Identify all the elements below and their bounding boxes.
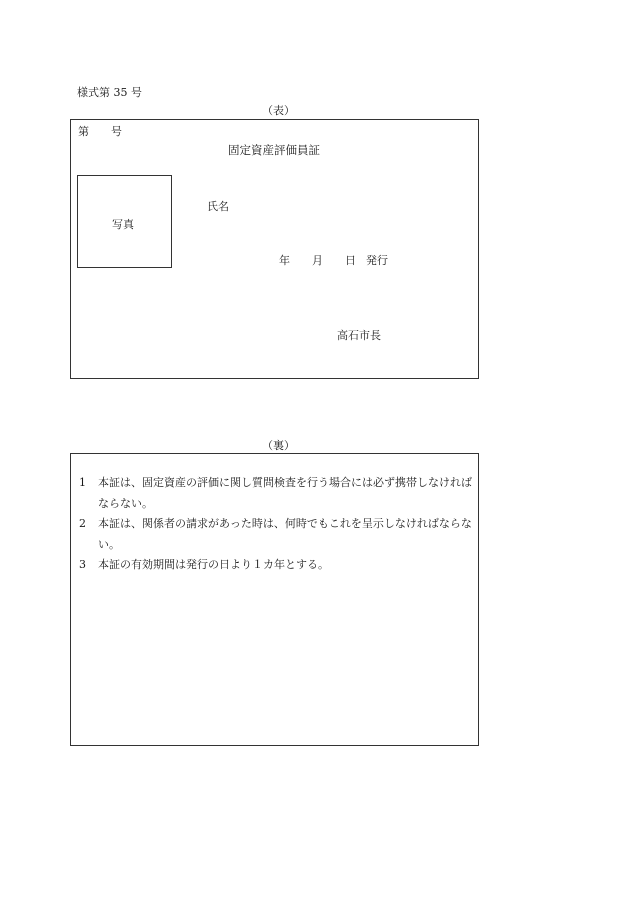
back-side-label: （裏） [262, 439, 295, 452]
notes-list [79, 473, 474, 576]
note-number: 2 [79, 517, 86, 530]
note-text: 本証は、関係者の請求があった時は、何時でもこれを呈示しなければならない。 [98, 517, 472, 551]
note-item [79, 555, 474, 576]
issue-date [279, 252, 388, 268]
certificate-number [78, 123, 122, 139]
note-item [79, 473, 474, 514]
issue-year: 年 [279, 254, 290, 267]
photo-box [77, 175, 172, 268]
note-number: 3 [79, 558, 86, 571]
name-label: 氏名 [207, 200, 229, 213]
note-number: 1 [79, 476, 86, 489]
number-prefix: 第 [78, 125, 89, 138]
issue-month: 月 [312, 254, 323, 267]
photo-label: 写真 [112, 218, 134, 231]
note-text: 本証は、固定資産の評価に関し質問検査を行う場合には必ず携帯しなければならない。 [98, 476, 472, 510]
note-text: 本証の有効期間は発行の日より１カ年とする。 [98, 558, 329, 571]
card-title: 固定資産評価員証 [228, 143, 320, 157]
issuer: 高石市長 [337, 329, 381, 342]
front-side-label: （表） [262, 104, 295, 117]
card-front [70, 119, 479, 379]
issue-word: 発行 [366, 254, 388, 267]
number-suffix: 号 [111, 125, 122, 138]
form-number: 様式第 35 号 [77, 86, 142, 99]
card-back [70, 453, 479, 746]
issue-day: 日 [345, 254, 356, 267]
note-item [79, 514, 474, 555]
